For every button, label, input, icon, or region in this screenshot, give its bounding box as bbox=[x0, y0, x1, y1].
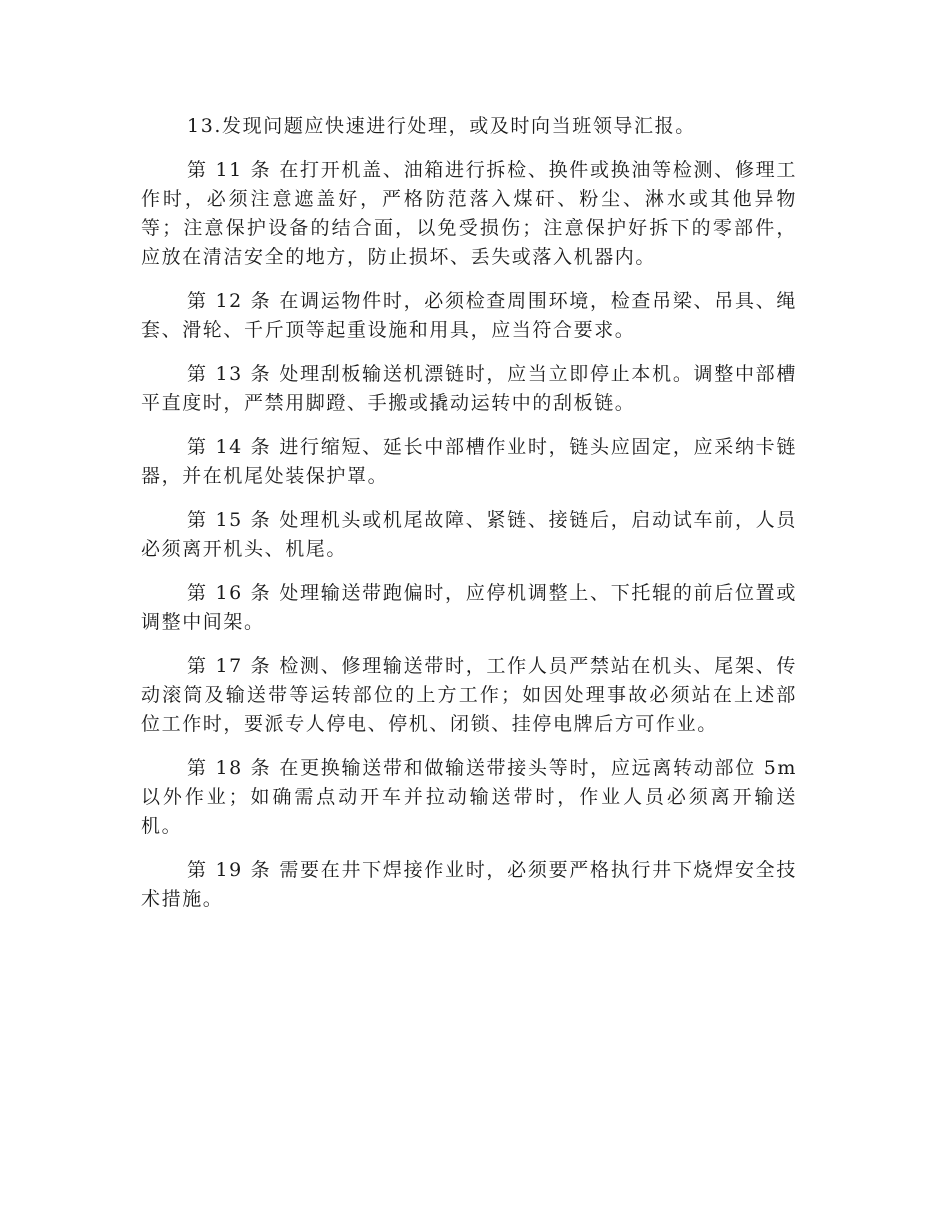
article-13 bbox=[141, 360, 797, 418]
article-number: 第 18 条 bbox=[187, 757, 272, 779]
article-11 bbox=[141, 156, 797, 272]
article-number: 第 17 条 bbox=[187, 655, 272, 677]
article-number: 第 13 条 bbox=[187, 363, 272, 385]
article-number: 第 16 条 bbox=[187, 582, 272, 604]
article-text: 在更换输送带和做输送带接头等时，应远离转动部位 5m 以外作业；如确需点动开车并拉动输送带时，作业人员必须离开输送机。 bbox=[141, 757, 797, 837]
article-19 bbox=[141, 856, 797, 914]
paragraph-item-13 bbox=[141, 112, 797, 141]
paragraph-text: 13.发现问题应快速进行处理，或及时向当班领导汇报。 bbox=[187, 115, 696, 137]
article-text: 需要在井下焊接作业时，必须要严格执行井下烧焊安全技术措施。 bbox=[141, 859, 797, 910]
article-number: 第 14 条 bbox=[187, 436, 272, 458]
article-17 bbox=[141, 652, 797, 739]
article-text: 处理机头或机尾故障、紧链、接链后，启动试车前，人员必须离开机头、机尾。 bbox=[141, 509, 797, 560]
document-body bbox=[141, 112, 797, 929]
article-text: 进行缩短、延长中部槽作业时，链头应固定，应采纳卡链器，并在机尾处装保护罩。 bbox=[141, 436, 797, 487]
article-text: 在调运物件时，必须检查周围环境，检查吊梁、吊具、绳套、滑轮、千斤顶等起重设施和用具，应当符合要求。 bbox=[141, 290, 797, 341]
article-text: 在打开机盖、油箱进行拆检、换件或换油等检测、修理工作时，必须注意遮盖好，严格防范落入煤矸、粉尘、淋水或其他异物等；注意保护设备的结合面，以免受损伤；注意保护好拆下的零部件，应放在清洁安全的地方，防止损坏、丢失或落入机器内。 bbox=[141, 159, 797, 268]
article-text: 检测、修理输送带时，工作人员严禁站在机头、尾架、传动滚筒及输送带等运转部位的上方工作；如因处理事故必须站在上述部位工作时，要派专人停电、停机、闭锁、挂停电牌后方可作业。 bbox=[141, 655, 797, 735]
article-12 bbox=[141, 287, 797, 345]
article-text: 处理输送带跑偏时，应停机调整上、下托辊的前后位置或调整中间架。 bbox=[141, 582, 797, 633]
article-number: 第 12 条 bbox=[187, 290, 272, 312]
article-number: 第 19 条 bbox=[187, 859, 272, 881]
article-number: 第 15 条 bbox=[187, 509, 272, 531]
article-14 bbox=[141, 433, 797, 491]
article-number: 第 11 条 bbox=[187, 159, 272, 181]
article-text: 处理刮板输送机漂链时，应当立即停止本机。调整中部槽平直度时，严禁用脚蹬、手搬或撬动运转中的刮板链。 bbox=[141, 363, 797, 414]
article-16 bbox=[141, 579, 797, 637]
article-18 bbox=[141, 754, 797, 841]
article-15 bbox=[141, 506, 797, 564]
